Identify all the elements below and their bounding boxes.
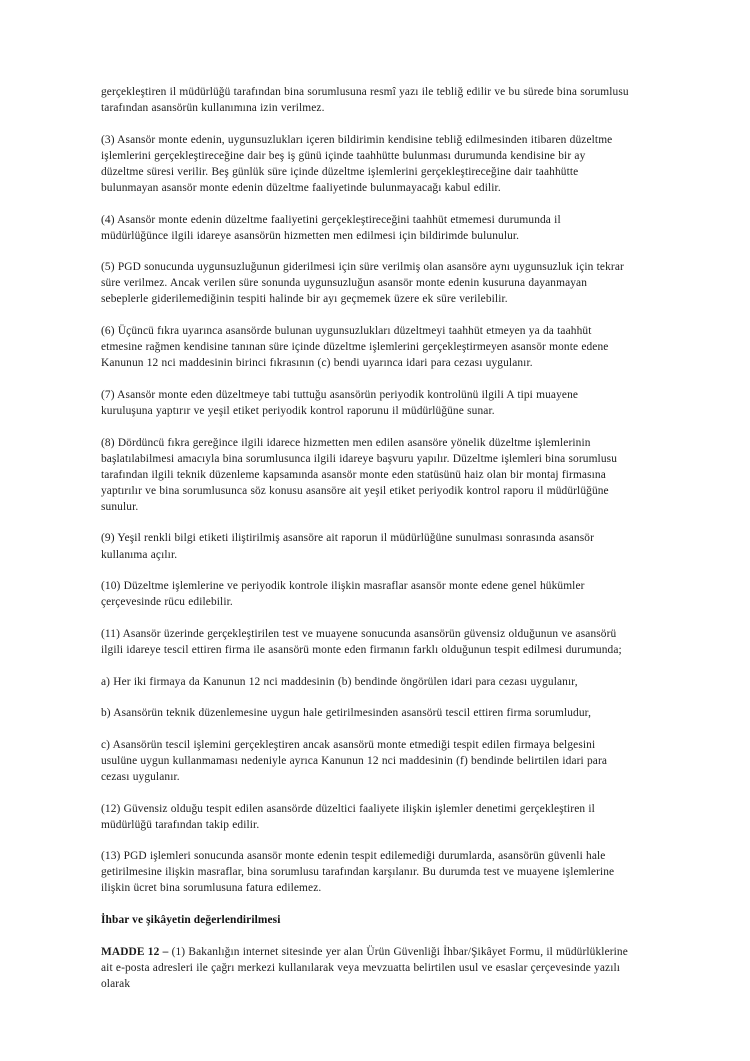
paragraph-11-item-b: b) Asansörün teknik düzenlemesine uygun hale getirilmesinden asansörü tescil ettiren firma sorumludur,: [101, 707, 592, 720]
paragraph-continuation: gerçekleştiren il müdürlüğü tarafından bina sorumlusuna resmî yazı ile tebliğ edilir ve bu sürede bina sorumlusu tarafından asansörün kullanımına izin verilmez.: [101, 86, 629, 115]
paragraph-10: (10) Düzeltme işlemlerine ve periyodik kontrole ilişkin masraflar asansör monte edene genel hükümler çerçevesinde rücu edilebilir.: [101, 580, 585, 609]
article-madde-12: [101, 944, 631, 992]
article-label: MADDE 12 –: [101, 945, 169, 958]
paragraph-11-item-a: a) Her iki firmaya da Kanunun 12 nci maddesinin (b) bendinde öngörülen idari para cezası uygulanır,: [101, 675, 578, 688]
section-heading: İhbar ve şikâyetin değerlendirilmesi: [101, 913, 281, 926]
document-text-column: [101, 84, 631, 992]
paragraph-4: (4) Asansör monte edenin düzeltme faaliyetini gerçekleştireceğini taahhüt etmemesi durumunda il müdürlüğünce ilgili idareye asansörün hizmetten men edilmesi için bildirimde bulunulur.: [101, 213, 561, 242]
paragraph-12: (12) Güvensiz olduğu tespit edilen asansörde düzeltici faaliyete ilişkin işlemler denetimi gerçekleştiren il müdürlüğü tarafından takip edilir.: [101, 802, 595, 831]
paragraph-11: (11) Asansör üzerinde gerçekleştirilen test ve muayene sonucunda asansörün güvensiz olduğunun ve asansörü ilgili idareye tescil ettiren firma ile asansörü monte eden firmanın farklı olduğunun tespit edilmesi durumunda;: [101, 627, 622, 656]
paragraph-3: (3) Asansör monte edenin, uygunsuzlukları içeren bildirimin kendisine tebliğ edilmesinden itibaren düzeltme işlemlerini gerçekleştireceğine dair beş iş günü içinde taahhütte bulunması durumunda kendisine bir ay düzeltme süresi verilir. Beş günlük süre içinde düzeltme işlemlerini gerçekleştireceğine dair taahhütte bulunmayan asansör monte edenin düzeltme faaliyetinde bulunmayacağı kabul edilir.: [101, 133, 613, 194]
article-body: (1) Bakanlığın internet sitesinde yer alan Ürün Güvenliği İhbar/Şikâyet Formu, il müdürlüklerine ait e-posta adresleri ile çağrı merkezi kullanılarak veya mevzuatta belirtilen usul ve esaslar çerçevesinde yazılı olarak: [101, 945, 628, 990]
paragraph-11-item-c: c) Asansörün tescil işlemini gerçekleştiren ancak asansörü monte etmediği tespit edilen firmaya belgesini usulüne uygun kullanmaması nedeniyle ayrıca Kanunun 12 nci maddesinin (f) bendinde belirtilen idari para cezası uygulanır.: [101, 738, 608, 783]
paragraph-8: (8) Dördüncü fıkra gereğince ilgili idarece hizmetten men edilen asansöre yönelik düzeltme işlemlerinin başlatılabilmesi amacıyla bina sorumlusunca ilgili idareye başvuru yapılır. Düzeltme işlemleri bina sorumlusu tarafından ilgili teknik düzenleme kapsamında asansör monte eden statüsünü haiz olan bir montaj firmasına yaptırılır ve bina sorumlusunca söz konusu asansöre ait yeşil etiket periyodik kontrol raporu il müdürlüğüne sunulur.: [101, 436, 617, 513]
paragraph-13: (13) PGD işlemleri sonucunda asansör monte edenin tespit edilemediği durumlarda, asansörün güvenli hale getirilmesine ilişkin masraflar, bina sorumlusu tarafından karşılanır. Bu durumda test ve muayene işlemlerine ilişkin ücret bina sorumlusuna fatura edilemez.: [101, 850, 615, 895]
paragraph-9: (9) Yeşil renkli bilgi etiketi iliştirilmiş asansöre ait raporun il müdürlüğüne sunulması sonrasında asansör kullanıma açılır.: [101, 532, 594, 561]
paragraph-5: (5) PGD sonucunda uygunsuzluğunun giderilmesi için süre verilmiş olan asansöre aynı uygunsuzluk için tekrar süre verilmez. Ancak verilen süre sonunda uygunsuzluğun asansör monte edenin kusuruna dayanmayan sebeplerle giderilemediğinin tespiti halinde bir ayı geçmemek üzere ek süre verilebilir.: [101, 261, 624, 306]
paragraph-6: (6) Üçüncü fıkra uyarınca asansörde bulunan uygunsuzlukları düzeltmeyi taahhüt etmeyen ya da taahhüt etmesine rağmen kendisine tanınan süre içinde düzeltme işlemlerini gerçekleştirmeyen asansör monte edene Kanunun 12 nci maddesinin birinci fıkrasının (c) bendi uyarınca idari para cezası uygulanır.: [101, 325, 609, 370]
paragraph-7: (7) Asansör monte eden düzeltmeye tabi tuttuğu asansörün periyodik kontrolünü ilgili A tipi muayene kuruluşuna yaptırır ve yeşil etiket periyodik kontrol raporunu il müdürlüğüne sunar.: [101, 388, 579, 417]
